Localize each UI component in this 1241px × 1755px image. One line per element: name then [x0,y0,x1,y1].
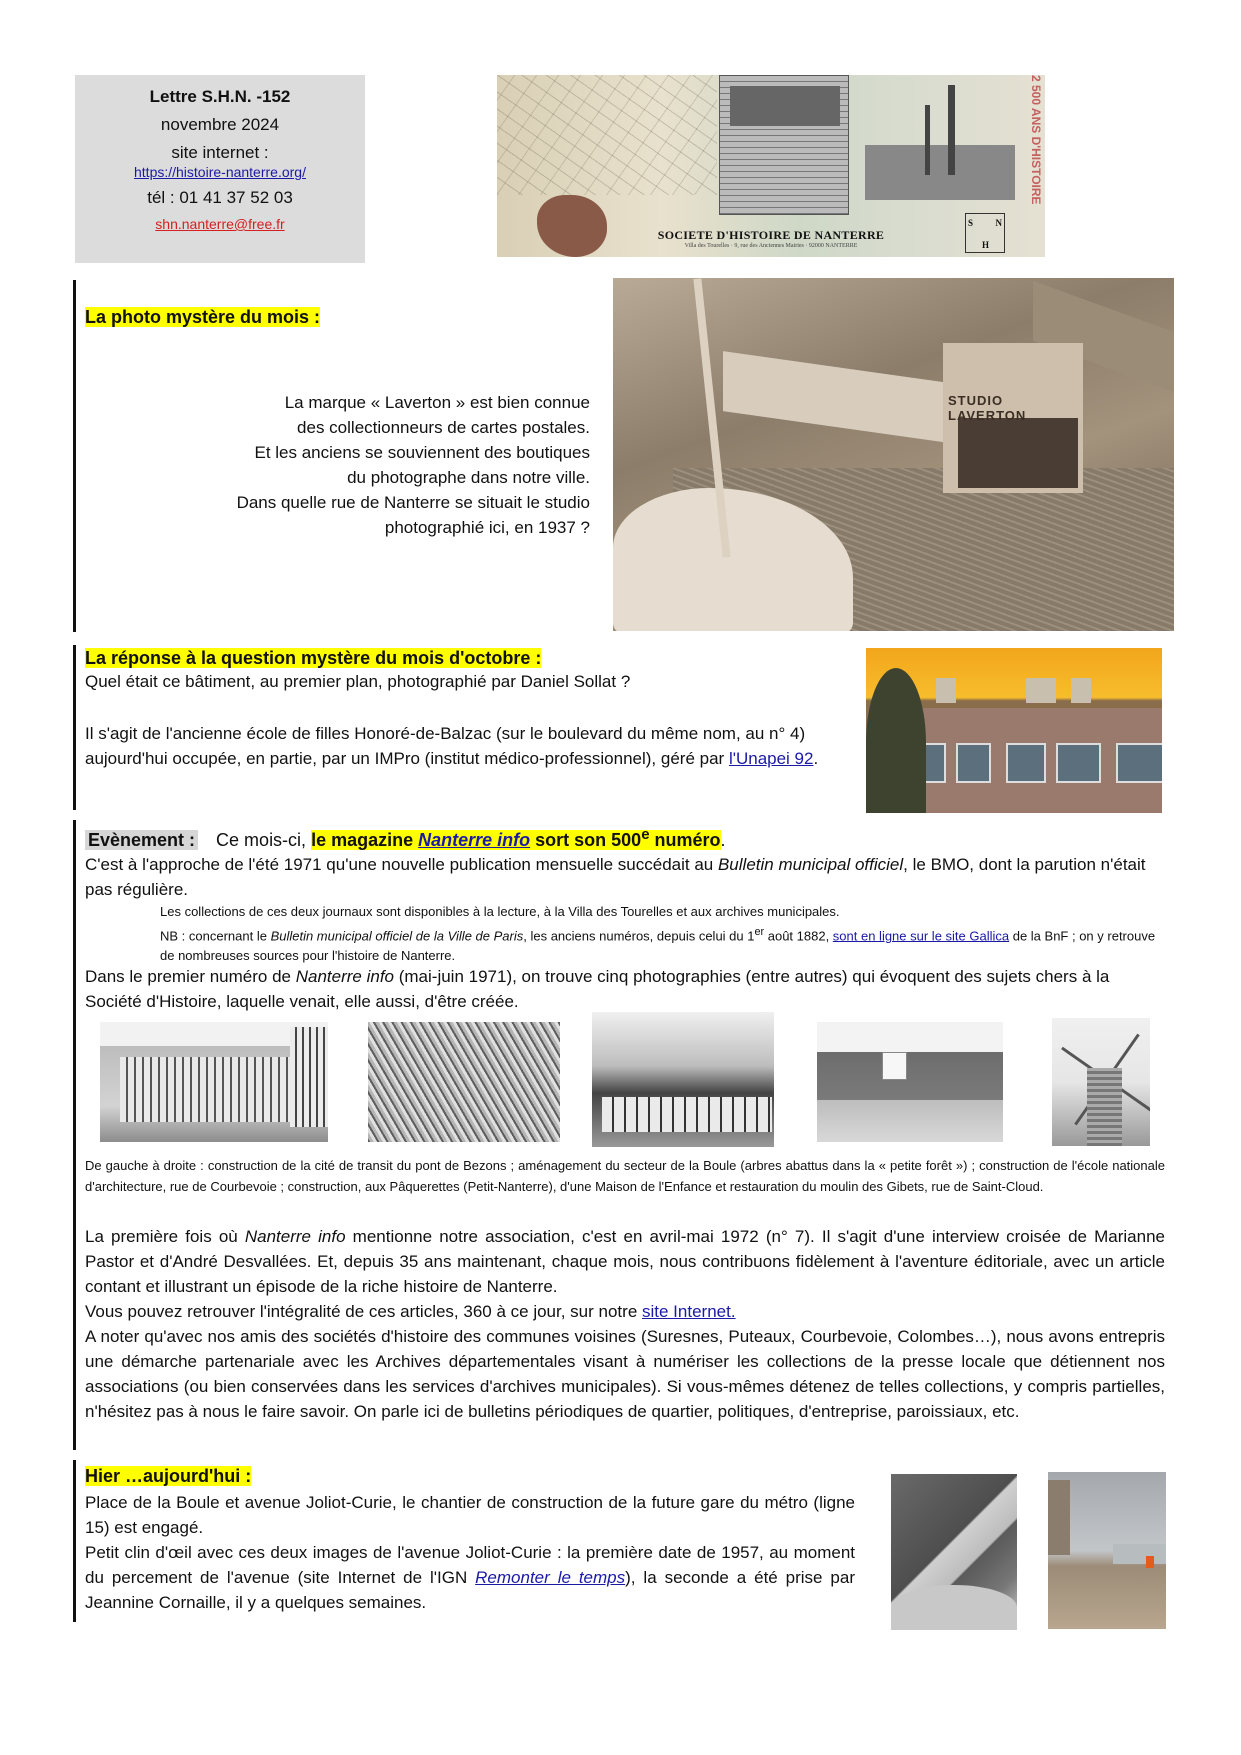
mystery-line: des collectionneurs de cartes postales. [297,418,590,437]
text-italic: Nanterre info [295,967,394,986]
text-italic: Bulletin municipal officiel de la Ville de Paris [270,928,524,944]
text: mentionne notre association, c'est en avril-mai 1972 (n° 7). Il s'agit d'une interview croisée de Marianne Pastor et d'André Desvallées. Et, depuis 35 ans maintenant, chaque mois, nous contribuons fidèlement à l'aventure éditoriale, avec un article contant et illustrant un épisode de la riche histoire de Nanterre. [85,1227,1165,1296]
mystery-line: La marque « Laverton » est bien connue [284,393,590,412]
photo-ecole-architecture [592,1012,774,1147]
letter-title: Lettre S.H.N. -152 [149,87,291,106]
mystery-photo-title: La photo mystère du mois : [85,307,321,327]
event-heading [85,826,726,851]
photo-maison-enfance [817,1022,1003,1142]
letter-date: novembre 2024 [160,115,280,134]
highlight-text: sort son 500 [530,830,642,850]
photo-cite-transit-bezons [100,1022,328,1142]
photo-moulin-gibets [1052,1018,1150,1146]
photo-shop-sign: STUDIO LAVERTON [948,393,1027,423]
note-line: Les collections de ces deux journaux sont disponibles à la lecture, à la Villa des Tourelles et aux archives municipales. [160,904,840,919]
answer-school-photo [866,648,1162,813]
logo-letter: S [968,218,974,228]
text: , les anciens numéros, depuis celui du 1 [523,928,755,944]
event-paragraph-2 [85,964,1165,1014]
text: C'est à l'approche de l'été 1971 qu'une nouvelle publication mensuelle succédait au [85,855,718,874]
banner-villa-image [719,75,849,215]
event-paragraph-3 [85,1224,1165,1299]
remonter-le-temps-link[interactable]: Remonter le temps [475,1568,626,1587]
answer-text [85,721,845,771]
answer-end: . [813,749,819,768]
mystery-line: du photographe dans notre ville. [347,468,590,487]
event-note [160,902,1165,966]
mystery-photo-image [613,278,1174,631]
text: août 1882, [764,928,833,944]
section-bar [73,645,76,810]
yesterday-today-heading [85,1466,251,1487]
nanterre-info-link[interactable]: Nanterre info [418,830,531,850]
section-bar [73,820,76,1450]
text: NB : concernant le [160,928,271,944]
text: Dans le premier numéro de [85,967,296,986]
superscript: e [641,826,650,843]
text: , le BMO, dont la parution n'était pas régulière. [85,855,1146,899]
text-italic: Nanterre info [244,1227,346,1246]
note-line [160,922,1165,966]
answer-question: Quel était ce bâtiment, au premier plan, photographié par Daniel Sollat ? [85,672,631,691]
mystery-line: Et les anciens se souviennent des boutiques [254,443,590,462]
highlight-text: numéro [649,830,721,850]
event-end: . [720,830,726,850]
mystery-photo-heading [85,307,320,328]
email-link[interactable]: shn.nanterre@free.fr [155,216,285,232]
phone: tél : 01 41 37 52 03 [147,188,293,207]
superscript: er [754,926,765,938]
photo-avenue-today [1048,1472,1166,1629]
yesterday-today-text [85,1490,855,1615]
site-internet-link[interactable]: site Internet. [642,1302,736,1321]
text [85,1540,855,1615]
mystery-line: photographié ici, en 1937 ? [384,518,590,537]
section-bar [73,1460,76,1622]
banner-map-image [497,75,717,195]
answer-title: La réponse à la question mystère du mois d'octobre : [85,648,542,668]
banner-vertical-text: 2 500 ANS D'HISTOIRE [1029,75,1043,205]
logo-letter: N [995,218,1002,228]
event-paragraph-4 [85,1299,1165,1324]
text: Vous pouvez retrouver l'intégralité de ces articles, 360 à ce jour, sur notre [85,1302,642,1321]
event-paragraph-5: A noter qu'avec nos amis des sociétés d'histoire des communes voisines (Suresnes, Puteaux, Courbevoie, Colombes…), nous avons entrepris une démarche partenariale avec les Archives départementales visant à numériser les collections de la presse locale que détiennent nos associations (ou bien conservées dans les services d'archives municipales). Si vous-mêmes détenez de telles collections, y compris partielles, n'hésitez pas à nous le faire savoir. On parle ici de bulletins périodiques de quartier, politiques, d'entreprise, paroissiaux, etc. [85,1327,1165,1421]
answer-body: Il s'agit de l'ancienne école de filles Honoré-de-Balzac (sur le boulevard du même nom, au n° 4) aujourd'hui occupée, en partie, par un IMPro (institut médico-professionnel), géré par [85,724,806,768]
mystery-photo-text [180,390,590,540]
photo-avenue-1957 [891,1474,1017,1630]
society-name: SOCIETE D'HISTOIRE DE NANTERRE [657,228,885,242]
section-bar [73,280,76,632]
text-italic: Bulletin municipal officiel [717,855,904,874]
event-paragraph-1 [85,852,1165,902]
event-label: Evènement : [85,830,198,850]
society-address: Villa des Tourelles · 9, rue des Anciennes Mairies · 92000 NANTERRE [684,243,858,249]
answer-heading [85,648,541,669]
society-logo-icon [965,213,1005,253]
photo-petite-foret [368,1022,560,1142]
gallica-link[interactable]: sont en ligne sur le site Gallica [832,928,1010,944]
text: Petit clin d'œil avec ces deux images de l'avenue Joliot-Curie : la première date de 1957, au moment du percement de l'avenue (site Internet de l'IGN [85,1543,855,1587]
text: (mai-juin 1971), on trouve cinq photographies (entre autres) qui évoquent des sujets chers à la Société d'Histoire, laquelle venait, elle aussi, d'être créée. [85,967,1110,1011]
unapei-link[interactable]: l'Unapei 92 [728,749,814,768]
event-lead: Ce mois-ci, [216,830,312,850]
gallery-caption: De gauche à droite : construction de la cité de transit du pont de Bezons ; aménagement du secteur de la Boule (arbres abattus dans la « petite forêt ») ; construction de l'école nationale d'architecture, rue de Courbevoie ; construction, aux Pâquerettes (Petit-Nanterre), d'une Maison de l'Enfance et restauration du moulin des Gibets, rue de Saint-Cloud. [85,1158,1165,1194]
banner-factory-image [865,145,1015,200]
yesterday-today-title: Hier …aujourd'hui : [85,1466,252,1486]
text: ), la seconde a été prise par Jeannine Cornaille, il y a quelques semaines. [85,1568,855,1612]
site-label: site internet : [171,143,269,162]
text: Place de la Boule et avenue Joliot-Curie, le chantier de construction de la future gare du métro (ligne 15) est engagé. [85,1493,855,1537]
event-highlight [311,826,721,850]
highlight-text: le magazine [311,830,419,850]
text: La première fois où [85,1227,245,1246]
mystery-line: Dans quelle rue de Nanterre se situait le studio [236,493,590,512]
site-url-link[interactable]: https://histoire-nanterre.org/ [134,164,306,180]
header-info-box [75,75,365,263]
logo-letter: H [982,240,990,250]
banner-chimney [925,105,930,175]
society-banner [497,75,1045,257]
banner-chimney [948,85,955,175]
text: de la BnF ; on y retrouve de nombreuses sources pour l'histoire de Nanterre. [160,928,1156,964]
